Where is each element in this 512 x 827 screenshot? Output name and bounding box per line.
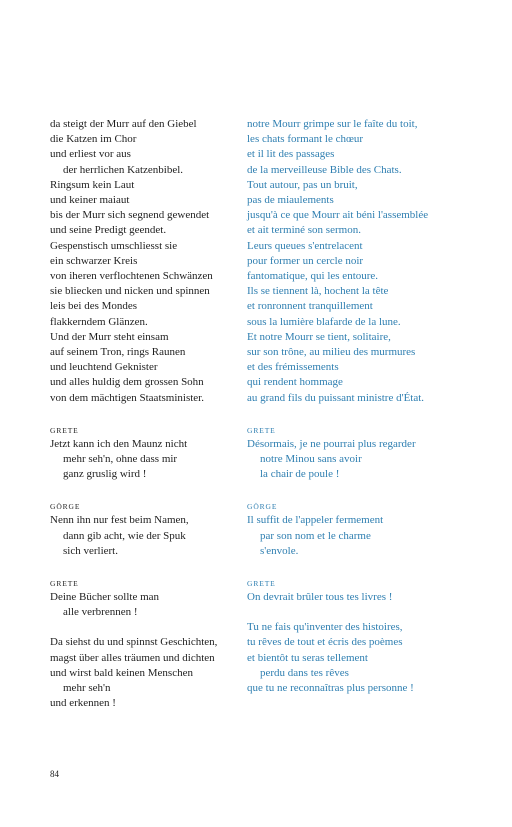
german-speaker-name: GÖRGE	[50, 502, 81, 512]
german-verse-line: flakkerndem Glänzen.	[50, 315, 148, 328]
french-verse-line: Et notre Mourr se tient, solitaire,	[247, 330, 391, 343]
french-verse-line: Tu ne fais qu'inventer des histoires,	[247, 621, 403, 634]
german-verse-line: die Katzen im Chor	[50, 133, 137, 146]
german-verse-line: ein schwarzer Kreis	[50, 254, 138, 267]
french-verse-line: Il suffit de l'appeler fermement	[247, 514, 384, 527]
german-speaker-name: GRETE	[50, 579, 79, 589]
german-speaker-name: GRETE	[50, 425, 79, 435]
german-verse-line: und keiner maiaut	[50, 194, 130, 207]
german-verse-line: und erliest vor aus	[50, 148, 131, 161]
french-verse-line: fantomatique, qui les entoure.	[247, 270, 379, 283]
german-verse-line: und alles huldig dem grossen Sohn	[50, 376, 204, 389]
french-verse-line: perdu dans tes rêves	[260, 666, 349, 679]
french-verse-line: jusqu'à ce que Mourr ait béni l'assemblée	[247, 209, 429, 222]
french-verse-line: Désormais, je ne pourrai plus regarder	[247, 437, 416, 450]
french-speaker-name: GRETE	[247, 425, 276, 435]
german-verse-line: sie bliecken und nicken und spinnen	[50, 285, 210, 298]
german-verse-line: auf seinem Tron, rings Raunen	[50, 346, 186, 359]
french-verse-line: que tu ne reconnaîtras plus personne !	[247, 682, 414, 695]
french-verse-line: tu rêves de tout et écris des poèmes	[247, 636, 403, 649]
german-verse-line: Gespenstisch umschliesst sie	[50, 239, 178, 252]
french-verse-line: les chats formant le chœur	[247, 133, 364, 146]
german-verse-line: alle verbrennen !	[63, 606, 138, 619]
french-verse-line: et il lit des passages	[247, 148, 335, 161]
german-verse-line: leis bei des Mondes	[50, 300, 138, 313]
german-verse-line: Da siehst du und spinnst Geschichten,	[50, 636, 218, 649]
french-verse-line: et ait terminé son sermon.	[247, 224, 361, 237]
german-verse-line: der herrlichen Katzenbibel.	[63, 163, 184, 176]
french-speaker-name: GÖRGE	[247, 502, 278, 512]
german-verse-line: Nenn ihn nur fest beim Namen,	[50, 514, 189, 527]
german-verse-line: ganz gruslig wird !	[63, 468, 147, 481]
french-verse-line: Tout autour, pas un bruit,	[247, 178, 358, 191]
french-verse-line: On devrait brûler tous tes livres !	[247, 591, 393, 604]
french-verse-line: pas de miaulements	[247, 194, 334, 207]
german-verse-line: von dem mächtigen Staatsminister.	[50, 391, 204, 404]
french-verse-line: de la merveilleuse Bible des Chats.	[247, 163, 402, 176]
german-verse-line: bis der Murr sich segnend gewendet	[50, 209, 210, 222]
french-verse-line: et ronronnent tranquillement	[247, 300, 373, 313]
german-verse-line: magst über alles träumen und dichten	[50, 651, 215, 664]
french-speaker-name: GRETE	[247, 579, 276, 589]
french-verse-line: pour former un cercle noir	[247, 254, 364, 267]
german-verse-line: und wirst bald keinen Menschen	[50, 666, 193, 679]
german-verse-line: dann gib acht, wie der Spuk	[63, 529, 186, 542]
french-verse-line: au grand fils du puissant ministre d'État.	[247, 391, 425, 404]
german-verse-line: Deine Bücher sollte man	[50, 591, 160, 604]
french-verse-line: sous la lumière blafarde de la lune.	[247, 315, 401, 328]
german-verse-line: und leuchtend Geknister	[50, 361, 158, 374]
stanza-break	[247, 605, 487, 620]
french-verse-line: qui rendent hommage	[247, 376, 343, 389]
german-verse-line: von iheren verflochtenen Schwänzen	[50, 270, 213, 283]
stanza-break	[50, 620, 250, 635]
french-column	[247, 117, 487, 696]
german-verse-line: und seine Predigt geendet.	[50, 224, 167, 237]
german-verse-line: mehr seh'n, ohne dass mir	[63, 453, 178, 466]
german-column	[50, 117, 250, 712]
page-number: 84	[50, 769, 59, 779]
german-verse-line: Und der Murr steht einsam	[50, 330, 169, 343]
german-verse-line: und erkennen !	[50, 697, 116, 710]
french-verse-line: la chair de poule !	[260, 468, 340, 481]
french-verse-line: s'envole.	[260, 544, 299, 557]
french-verse-line: et bientôt tu seras tellement	[247, 651, 368, 664]
french-verse-line: Leurs queues s'entrelacent	[247, 239, 363, 252]
french-verse-line: notre Minou sans avoir	[260, 453, 362, 466]
german-verse-line: Jetzt kann ich den Maunz nicht	[50, 437, 188, 450]
german-verse-line: Ringsum kein Laut	[50, 178, 135, 191]
french-verse-line: et des frémissements	[247, 361, 339, 374]
french-verse-line: par son nom et le charme	[260, 529, 371, 542]
french-verse-line: Ils se tiennent là, hochent la tête	[247, 285, 389, 298]
german-verse-line: sich verliert.	[63, 544, 118, 557]
french-verse-line: notre Mourr grimpe sur le faîte du toit,	[247, 118, 418, 130]
german-verse-line: mehr seh'n	[63, 682, 111, 695]
french-verse-line: sur son trône, au milieu des murmures	[247, 346, 416, 359]
german-verse-line: da steigt der Murr auf den Giebel	[50, 118, 197, 130]
